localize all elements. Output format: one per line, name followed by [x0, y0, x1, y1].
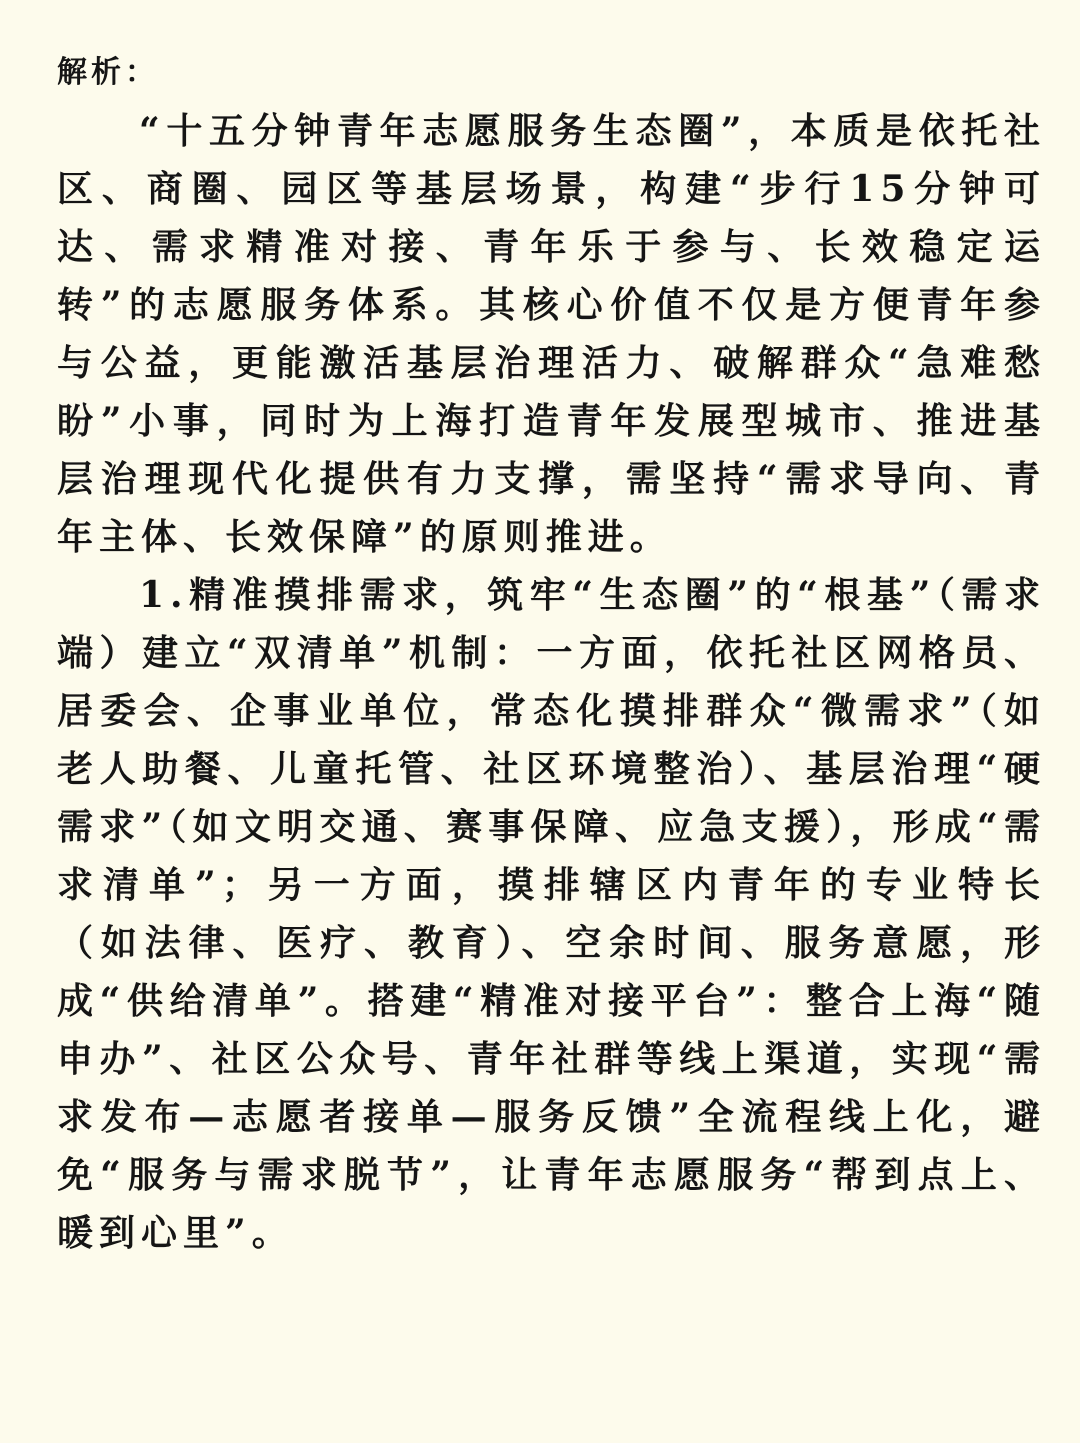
paragraph-point-1: 1.精准摸排需求，筑牢“生态圈”的“根基”（需求端）建立“双清单”机制：一方面，依托社区网格员、居委会、企事业单位，常态化摸排群众“微需求”（如老人助餐、儿童托管、社区环境整治）、基层治理“硬需求”（如文明交通、赛事保障、应急支援），形成“需求清单”；另一方面，摸排辖区内青年的专业特长（如法律、医疗、教育）、空余时间、服务意愿，形成“供给清单”。搭建“精准对接平台”：整合上海“随申办”、社区公众号、青年社群等线上渠道，实现“需求发布—志愿者接单—服务反馈”全流程线上化，避免“服务与需求脱节”，让青年志愿服务“帮到点上、暖到心里”。: [57, 574, 1046, 1254]
paragraph-intro: “十五分钟青年志愿服务生态圈”，本质是依托社区、商圈、园区等基层场景，构建“步行15分钟可达、需求精准对接、青年乐于参与、长效稳定运转”的志愿服务体系。其核心价值不仅是方便青年参与公益，更能激活基层治理活力、破解群众“急难愁盼”小事，同时为上海打造青年发展型城市、推进基层治理现代化提供有力支撑，需坚持“需求导向、青年主体、长效保障”的原则推进。: [57, 110, 1046, 558]
analysis-heading: 解析：: [57, 55, 159, 90]
